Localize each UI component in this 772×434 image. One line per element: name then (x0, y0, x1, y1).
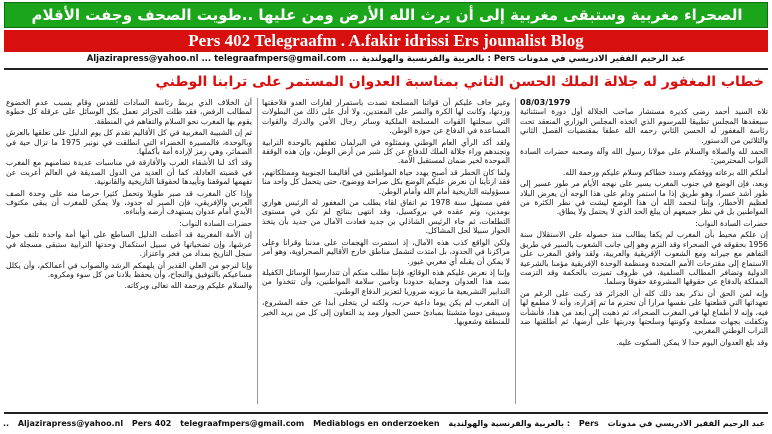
article-paragraph: تلاه السيد أحمد رضى كديرة مستشار صاحب الجلالة أول دورة استثنائية سيعقدها المجلس تطبيقا للمرسوم الذي اتخذه المجلس الوزاري المنعقد تحت رئاسة المغفور له الحسن الثاني رحمه الله عطفا بمقتضيات الفصل الثاني والثلاثين من الدستور. (520, 107, 768, 145)
article-paragraph: وغير خاف عليكم أن قواتنا المسلحة تصدت باستمرار لغارات العدو فلاحقتها وردتها، وكانت لها الكرة والنصر على المعتدين، ولا أدل على ذلك من البطولات التي سجلتها القوات المسلحة الملكية وسائر رجال الأمن والدرك والقوات المساعدة في الدفاع عن حوزة الوطن. (262, 98, 510, 136)
byline-blog: Pers (493, 54, 516, 64)
top-banner (4, 2, 768, 28)
article-paragraph: ثم إن الشبيبة المغربية في كل الأقاليم تقدم كل يوم الدليل على تعلقها بالعرش وبالوحدة، فالمسيرة الخضراء التي انطلقت في نونبر 1975 ما تزال حية في الضمائر، وهي رمز لإرادة أمة بأكملها. (6, 128, 253, 157)
article-paragraph: أن الخلاف الذي يربط رئاسة السادات للقدس وقام بسبب عدم الخضوع لمطالب الرفض، فقد ظلت الجزائر تعمل بكل الوسائل على عرقلة كل خطوة يقوم بها المغرب نحو السلام والتفاهم في المنطقة. (6, 98, 252, 126)
article-column-middle (262, 98, 510, 404)
footer-email-1[interactable]: Aljazirapress@yahoo.nl (17, 419, 124, 428)
byline-email-1[interactable]: Aljazirapress@yahoo.nl (86, 54, 199, 64)
banner-title: الصحراء مغربية وستبقى مغربية إلى أن يرث الله الأرض ومن عليها ..طويت الصحف وجفت الأقلام (31, 6, 743, 24)
byline-langs: : بالعربية والفرنسية والهولندية (361, 54, 491, 64)
top-divider (4, 68, 768, 70)
footer-mediablogs[interactable]: Mediablogs en onderzoeken (313, 419, 440, 428)
byline: عبد الرحيم الفقير الادريسي في مدونات Pers : بالعربية والفرنسية والهولندية ... Aljazirapress@yahoo.nl ... telegraafmpers@gmail.com (86, 54, 686, 64)
footer-blog: Pers (578, 419, 599, 428)
article-paragraph: وقد بلغ العدوان اليوم حدا لا يمكن السكوت عليه. (616, 337, 768, 347)
article-column-left (6, 98, 252, 404)
footer-dots: .. (2, 419, 10, 428)
article-paragraph: وبعد، فإن الوضع في جنوب المغرب يسير على نهجه الأيام مر طور عسير إلى طور أشد عسرا، وهو طريق إذا ما استمر ودام على هذا الوجه أن يعرض البلاد لعظيم الأخطار، وإننا لنحمد الله أن هذا الوضع ليشت في نظر الكثرة من المواطنين بل في نظر جميعهم أن يبلغ الحد الذي لا يحتمل ولا يطاق. (520, 179, 768, 217)
article-paragraph: أملكم الله برعاته ووفقكم وسدد خطاكم وسلام عليكم ورحمة الله. (562, 167, 768, 177)
article-paragraph: ولقد أكد الرأي العام الوطني وممثلوه في البرلمان تعلقهم بالوحدة الترابية وتجندهم وراء جلالة الملك للدفاع عن كل شبر من أرض الوطن، وإن هذه الوقفة الموحدة لخير ضمان لمستقبل الأمة. (262, 137, 510, 166)
article-paragraph: وقد أكد لنا الأشقاء العرب والأفارقة في مناسبات عديدة تضامنهم مع المغرب في قضيته العادلة، كما أن العديد من الدول الصديقة في العالم أعربت عن تفهمها لموقفنا وتأييدها لحقوقنا التاريخية والقانونية. (6, 158, 252, 187)
article-paragraph: ولكن الواقع كذب هذه الآمال، إذ استمرت الهجمات على مدننا وقرانا وعلى مراكزنا في الحدود، بل امتدت لتشمل مناطق خارج الأقاليم الصحراوية، وهو أمر لا يمكن أن يقبله أي مغربي غيور. (262, 237, 510, 266)
footer-email-2[interactable]: telegraafmpers@gmail.com (180, 419, 305, 428)
article-paragraph: وإنه لمن الحق أن نذكر بعد ذلك كله أن الجزائر قد ركبت على الرغم من تعهداتها التي قطعتها على نفسها مرارا أن تحترم ما تم إقراره، وأنه لا مطمع لها فيه، وإنه لا أطماع لها في المغرب الصحراء، ثم ذهبت إلى أبعد من هذا، فأنشأت وتكفلت بجهات مسلحة وكونتها وسلحتها ودربتها على أرضها، ثم أطلقتها ضد التراب الوطني المغربي. (520, 288, 768, 336)
article-headline: خطاب المغفور له جلالة الملك الحسن الثاني بمناسبة العدوان المستمر على ترابنا الوطني (155, 74, 764, 90)
article-paragraph: إن المغرب لم يكن يوما داعية حرب، ولكنه لن يتخلى أبدا عن حقه المشروع، وسيبقى دوما متشبثا بمبادئ حسن الجوار ومد يد التعاون إلى كل من يريد الخير للمنطقة وشعوبها. (262, 298, 510, 326)
footer-author: عبد الرحيم الفقير الادريسي في مدونات (607, 419, 765, 428)
article-paragraph: وإنا لنرجو من العلي القدير أن يلهمكم الرشد والصواب في أعمالكم، وأن يكلل مساعيكم بالتوفيق والنجاح، وأن يحفظ بلادنا من كل سوء ومكروه. (6, 260, 252, 279)
byline-author: عبد الرحيم الفقير الادريسي في مدونات (518, 54, 686, 64)
article-paragraph: إن علكم محيط بأن المغرب لم يكفا يطالب منذ حصوله على الاستقلال سنة 1956 بحقوقه في الصحراء وقد التزم وهو إلى جانب الشعوب بالسير في طريق التفاهم مع جيرانه ومع الشعوب الإفريقية والعربية، ولقد وافق المغرب على الاستماع إلى مقترحات الأمم المتحدة ومنظمة الوحدة الإفريقية مؤمنا بالشرعية الدولية وتضافر المطالب السلمية، في ظروف تميزت بالحكمة وقد التزمت المملكة بالدفاع عن حقوقها المشروعة حقوقا وسلما. (520, 230, 768, 287)
article-paragraph: وإذا كان المغرب قد صبر طويلا وتحمل كثيرا حرصا منه على وحدة الصف العربي والإفريقي، فإن الصبر له حدود، ولا يمكن للمغرب أن يبقى مكتوف الأيدي أمام عدوان يستهدف أرضه وأبناءه. (6, 188, 252, 217)
footer (4, 419, 768, 431)
footer-langs: : بالعربية والفرنسية والهولندية (448, 419, 571, 428)
column-divider (257, 98, 258, 404)
article-paragraph: والسلام عليكم ورحمة الله تعالى وبركاته. (124, 281, 252, 291)
article-paragraph: إن الأمة المغربية قد أعطت الدليل الساطع على أنها أمة واحدة تلتف حول عرشها، وإن تضحياتها في سبيل استكمال وحدتها الترابية ستبقى مسجلة في سجل التاريخ بمداد من فخر واعتزاز. (6, 230, 252, 259)
article-paragraph: وإننا إذ نعرض عليكم هذه الوقائع، فإننا نطلب منكم أن تتدارسوا الوسائل الكفيلة بصد هذا العدوان وحماية حدودنا وتأمين سلامة المواطنين، وأن تتخذوا من التدابير التشريعية ما ترونه ضروريا لتعزيز الدفاع الوطني. (262, 267, 510, 296)
article-paragraph: حضرات السادة النواب: (695, 218, 768, 228)
article-column-right (520, 98, 768, 404)
article-paragraph: ولما كان الخطر قد أصبح يهدد حياة المواطنين في أقاليمنا الجنوبية وممتلكاتهم، فقد ارتأينا أن نعرض عليكم الوضع بكل صراحة ووضوح، حتى يتحمل كل واحد منا مسؤوليته التاريخية أمام الله وأمام الوطن. (262, 167, 510, 196)
byline-email-2[interactable]: telegraafmpers@gmail.com (214, 54, 346, 64)
column-divider (515, 98, 516, 404)
blog-name-bar: Pers 402 Telegraafm . A.fakir idrissi Ers jounalist Blog (4, 30, 768, 52)
article-paragraph: حضرات السادة النواب: (179, 218, 252, 228)
article-paragraph: ففي مستهل سنة 1978 تم اتفاق لقاء يطلب من المغفور له الرئيس هواري بومدين، وتم عقده في بروكسيل، وقد انتهى بنتائج لم تكن في مستوى التطلعات، ثم جاء الرئيس الشاذلي بن جديد فعادت الآمال من جديد بأن يتخذ الحوار سبيلا لحل المشاكل. (262, 198, 510, 236)
bottom-divider (4, 412, 768, 414)
article-paragraph: الحمد لله والصلاة والسلام على مولانا رسول الله وآله وصحبه حضرات السادة النواب المحترمين: (520, 147, 768, 166)
footer-pers: Pers 402 (131, 419, 172, 428)
article-date: 08/03/1979 (520, 98, 571, 107)
